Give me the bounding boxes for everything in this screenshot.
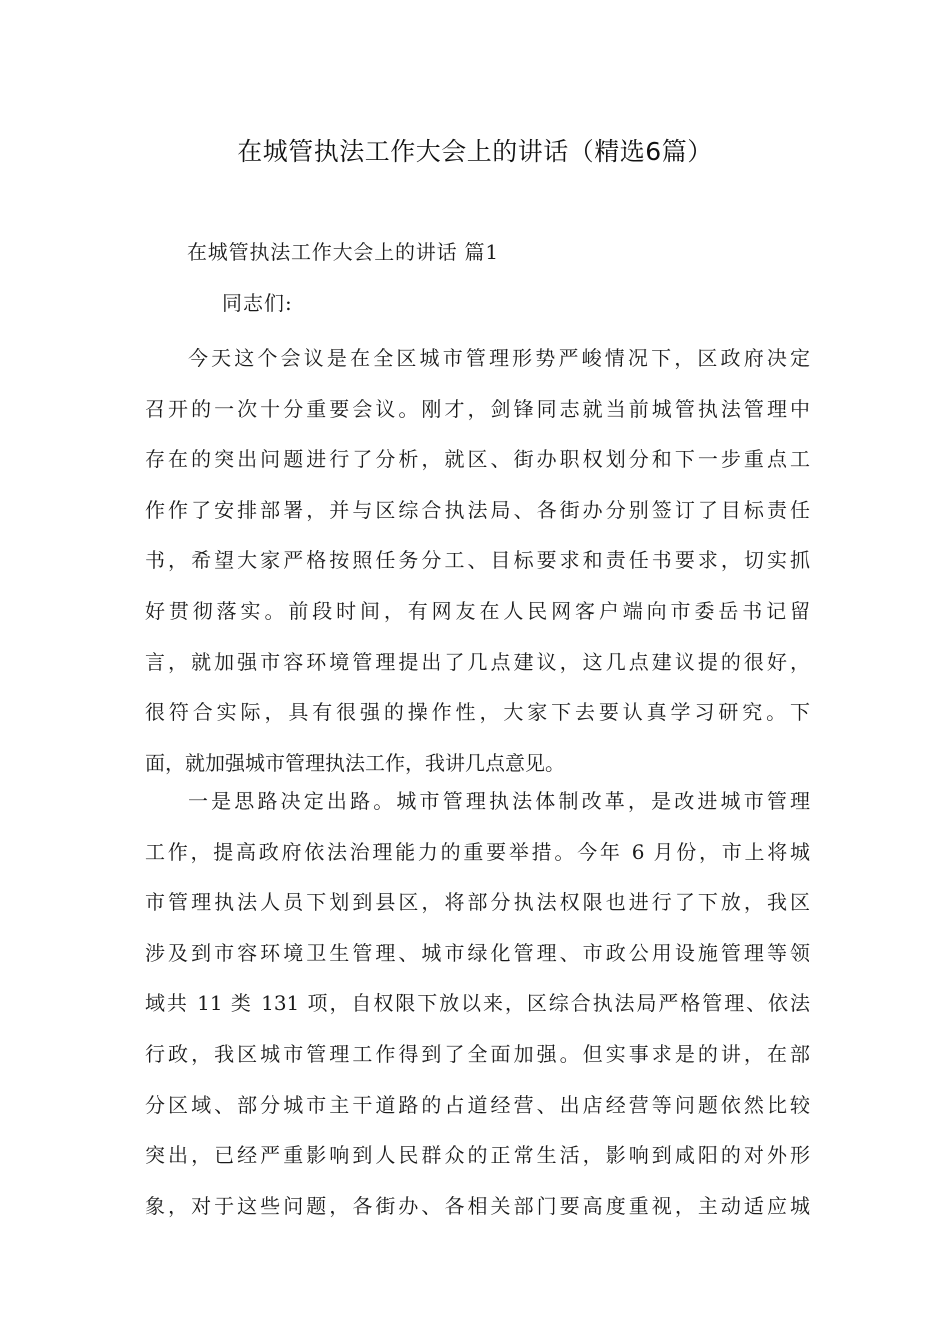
section-heading: 在城管执法工作大会上的讲话 篇1 xyxy=(187,240,499,264)
paragraph-line: 工作，提高政府依法治理能力的重要举措。今年 6 月份，市上将城 xyxy=(145,839,810,864)
paragraph-line: 一是思路决定出路。城市管理执法体制改革，是改进城市管理 xyxy=(188,789,810,813)
paragraph-2 xyxy=(145,776,810,1231)
paragraph-line: 好贯彻落实。前段时间，有网友在人民网客户端向市委岳书记留 xyxy=(145,598,810,623)
paragraph-line: 很符合实际，具有很强的操作性，大家下去要认真学习研究。下 xyxy=(145,700,810,725)
paragraph-1 xyxy=(145,333,810,788)
paragraph-line: 今天这个会议是在全区城市管理形势严峻情况下，区政府决定 xyxy=(188,346,810,370)
paragraph-line: 分区域、部分城市主干道路的占道经营、出店经营等问题依然比较 xyxy=(145,1092,810,1117)
paragraph-line: 象，对于这些问题，各街办、各相关部门要高度重视，主动适应城 xyxy=(145,1193,810,1218)
paragraph-line: 书，希望大家严格按照任务分工、目标要求和责任书要求，切实抓 xyxy=(145,548,810,573)
paragraph-line: 涉及到市容环境卫生管理、城市绿化管理、市政公用设施管理等领 xyxy=(145,940,810,965)
document-title: 在城管执法工作大会上的讲话（精选6篇） xyxy=(237,137,713,166)
paragraph-line: 存在的突出问题进行了分析，就区、街办职权划分和下一步重点工 xyxy=(145,447,810,472)
salutation: 同志们: xyxy=(222,291,293,315)
paragraph-line: 面，就加强城市管理执法工作，我讲几点意见。 xyxy=(145,750,565,775)
paragraph-line: 作作了安排部署，并与区综合执法局、各街办分别签订了目标责任 xyxy=(145,497,810,522)
paragraph-line: 市管理执法人员下划到县区，将部分执法权限也进行了下放，我区 xyxy=(145,890,810,915)
paragraph-line: 行政，我区城市管理工作得到了全面加强。但实事求是的讲，在部 xyxy=(145,1041,810,1066)
paragraph-line: 言，就加强市容环境管理提出了几点建议，这几点建议提的很好， xyxy=(145,649,810,674)
paragraph-line: 突出，已经严重影响到人民群众的正常生活，影响到咸阳的对外形 xyxy=(145,1143,810,1168)
paragraph-line: 域共 11 类 131 项，自权限下放以来，区综合执法局严格管理、依法 xyxy=(145,991,810,1016)
paragraph-line: 召开的一次十分重要会议。刚才，剑锋同志就当前城管执法管理中 xyxy=(145,396,810,421)
